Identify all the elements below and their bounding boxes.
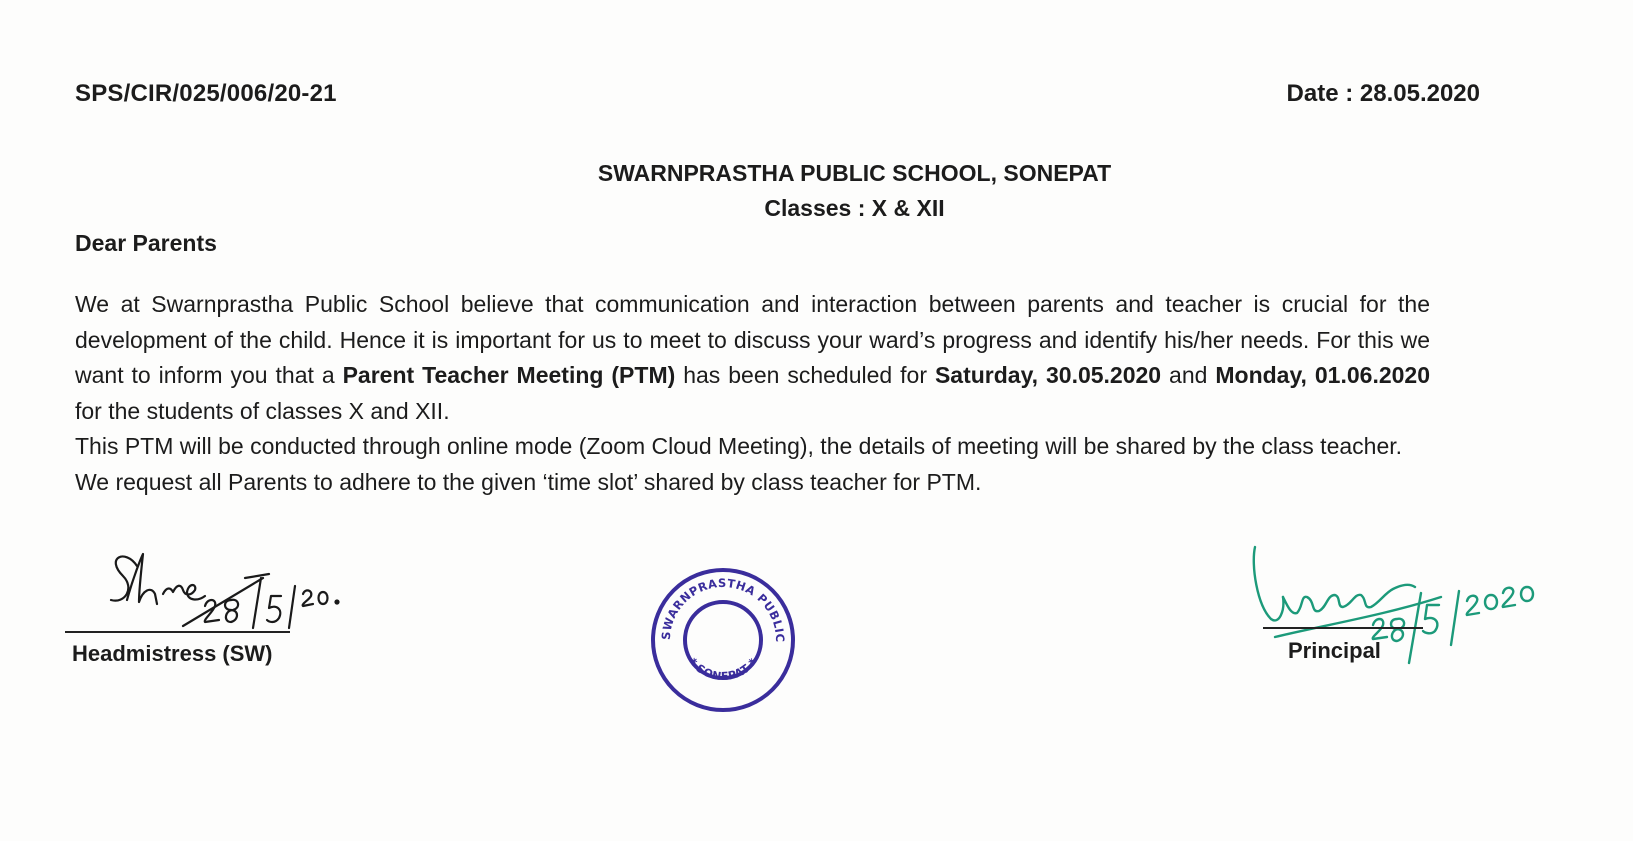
school-seal-icon <box>648 565 798 715</box>
circular-reference-number: SPS/CIR/025/006/20-21 <box>75 80 337 107</box>
meeting-date-1: Saturday, 30.05.2020 <box>934 362 1162 388</box>
circular-date: Date : 28.05.2020 <box>1286 80 1480 107</box>
svg-text:* SONEPAT *: * SONEPAT * <box>686 655 760 684</box>
headmistress-signature <box>65 538 355 633</box>
principal-signature-block <box>1245 535 1545 685</box>
school-stamp <box>648 565 798 715</box>
circular-body <box>75 287 1430 500</box>
body-paragraph-2: This PTM will be conducted through online mode (Zoom Cloud Meeting), the details of meeting will be shared by the class teacher. <box>75 433 1403 459</box>
body-paragraph-1 <box>75 287 1430 429</box>
headmistress-label: Headmistress (SW) <box>72 641 273 666</box>
meeting-date-2: Monday, 01.06.2020 <box>1215 362 1431 388</box>
school-name-heading: SWARNPRASTHA PUBLIC SCHOOL, SONEPAT <box>597 160 1112 186</box>
salutation: Dear Parents <box>75 230 217 256</box>
body-text-segment: and <box>1161 362 1216 388</box>
principal-signature-line <box>1263 627 1423 629</box>
classes-heading: Classes : X & XII <box>764 195 945 221</box>
principal-label: Principal <box>1288 638 1381 663</box>
body-paragraph-3: We request all Parents to adhere to the given ‘time slot’ shared by class teacher for PTM. <box>75 468 982 495</box>
body-text-segment: has been scheduled for <box>675 362 935 388</box>
headmistress-signature-block <box>65 538 355 668</box>
headmistress-signature-line <box>65 631 290 633</box>
ptm-emphasis: Parent Teacher Meeting (PTM) <box>342 362 676 388</box>
svg-text:SWARNPRASTHA PUBLIC SCHOOL: SWARNPRASTHA PUBLIC <box>658 575 788 643</box>
body-text-segment: for the students of classes X and XII. <box>75 397 450 424</box>
body-text-segment: We at Swarnprastha Public School believe that communication and interaction between parents and teacher is crucial for the development of the child. Hence it is important for us to meet to discuss your ward’s progress and identify his/her needs. For this we want to inform you that a <box>75 291 1430 388</box>
